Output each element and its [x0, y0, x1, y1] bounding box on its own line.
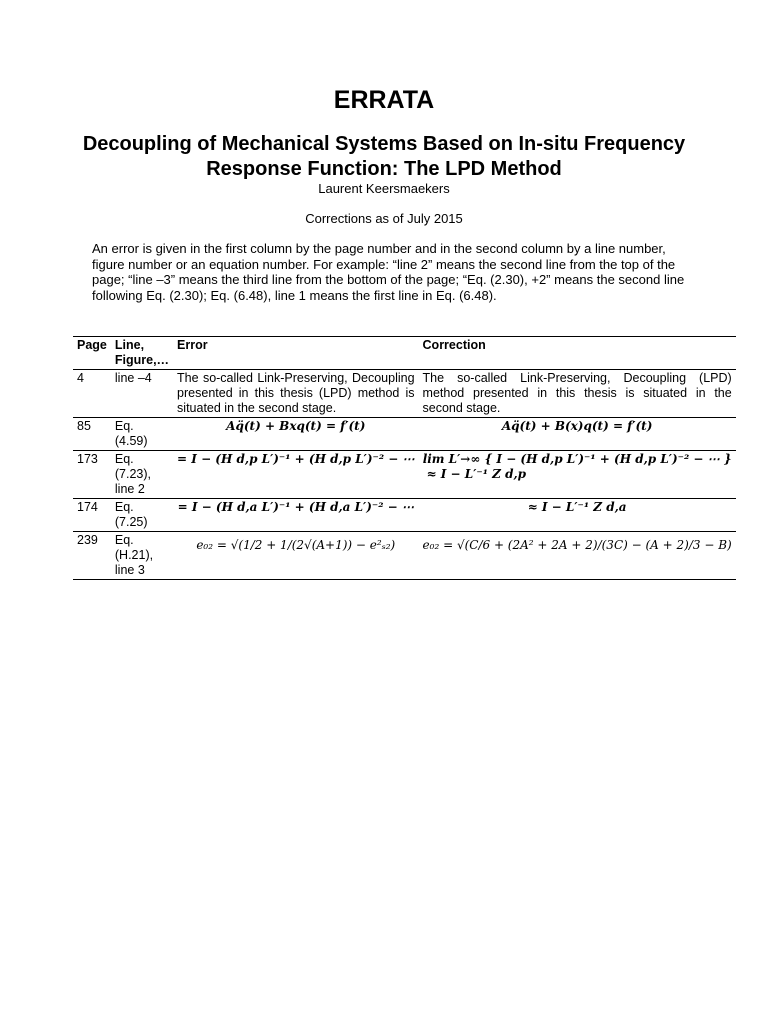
- correction-equation-line-2: ≈ I − L′⁻¹ Z d,p: [426, 467, 527, 481]
- header-error: Error: [177, 338, 208, 352]
- table-row: [73, 451, 736, 499]
- header-page: Page: [77, 338, 107, 352]
- table-row: [73, 499, 736, 532]
- corrections-date: Corrections as of July 2015: [305, 211, 463, 226]
- cell-correction-equation: Aq̈(t) + B(x)q(t) = f′(t): [501, 419, 653, 433]
- cell-correction-equation: [419, 451, 736, 499]
- header-line: Line, Figure,…: [114, 338, 170, 367]
- table-header-row: [73, 337, 736, 370]
- cell-line: Eq. (4.59): [114, 419, 148, 448]
- cell-page: 239: [77, 533, 98, 547]
- cell-correction: The so-called Link-Preserving, Decoupling (LPD) method presented in this thesis is situated in the second stage.: [422, 371, 732, 415]
- page-title: ERRATA: [333, 86, 435, 114]
- cell-correction-equation: e₀₂ = √(C/6 + (2A² + 2A + 2)/(3C) − (A + 2)/3 − B): [422, 538, 732, 552]
- table-row: [73, 370, 736, 418]
- table-row: [73, 532, 736, 580]
- document-subtitle: Decoupling of Mechanical Systems Based on In-situ Frequency Response Function: The LPD Method: [82, 133, 686, 180]
- author: Laurent Keersmaekers: [318, 181, 450, 196]
- cell-page: 173: [77, 452, 98, 466]
- cell-error-equation: Aq̈(t) + Bxq(t) = f′(t): [226, 419, 366, 433]
- cell-line: Eq. (H.21), line 3: [114, 533, 154, 577]
- cell-line: Eq. (7.23), line 2: [114, 452, 152, 496]
- cell-page: 174: [77, 500, 98, 514]
- table-row: [73, 418, 736, 451]
- cell-page: 85: [77, 419, 91, 433]
- errata-table: [73, 336, 736, 580]
- cell-error-equation: e₀₂ = √(1/2 + 1/(2√(A+1)) − e²ₛ₂): [196, 538, 396, 552]
- cell-page: 4: [77, 371, 84, 385]
- cell-correction-equation: ≈ I − L′⁻¹ Z d,a: [527, 500, 627, 514]
- header-correction: Correction: [422, 338, 486, 352]
- cell-line: line –4: [114, 371, 152, 385]
- cell-error-equation: = I − (H d,a L′)⁻¹ + (H d,a L′)⁻² − ⋯: [177, 500, 414, 514]
- cell-error-equation: = I − (H d,p L′)⁻¹ + (H d,p L′)⁻² − ⋯: [177, 452, 415, 466]
- cell-error: The so-called Link-Preserving, Decoupling presented in this thesis (LPD) method is situated in the second stage.: [177, 371, 415, 415]
- correction-equation-line-1: lim L′→∞ { I − (H d,p L′)⁻¹ + (H d,p L′)⁻² − ⋯ }: [422, 452, 732, 466]
- cell-line: Eq. (7.25): [114, 500, 148, 529]
- intro-paragraph: An error is given in the first column by the page number and in the second column by a line number, figure number or an equation number. For example: “line 2” means the second line from the top of the page; “line –3” means the third line from the bottom of the page; “Eq. (2.30), +2” means the second line following Eq. (2.30); Eq. (6.48), line 1 means the first line in Eq. (6.48).: [92, 241, 685, 303]
